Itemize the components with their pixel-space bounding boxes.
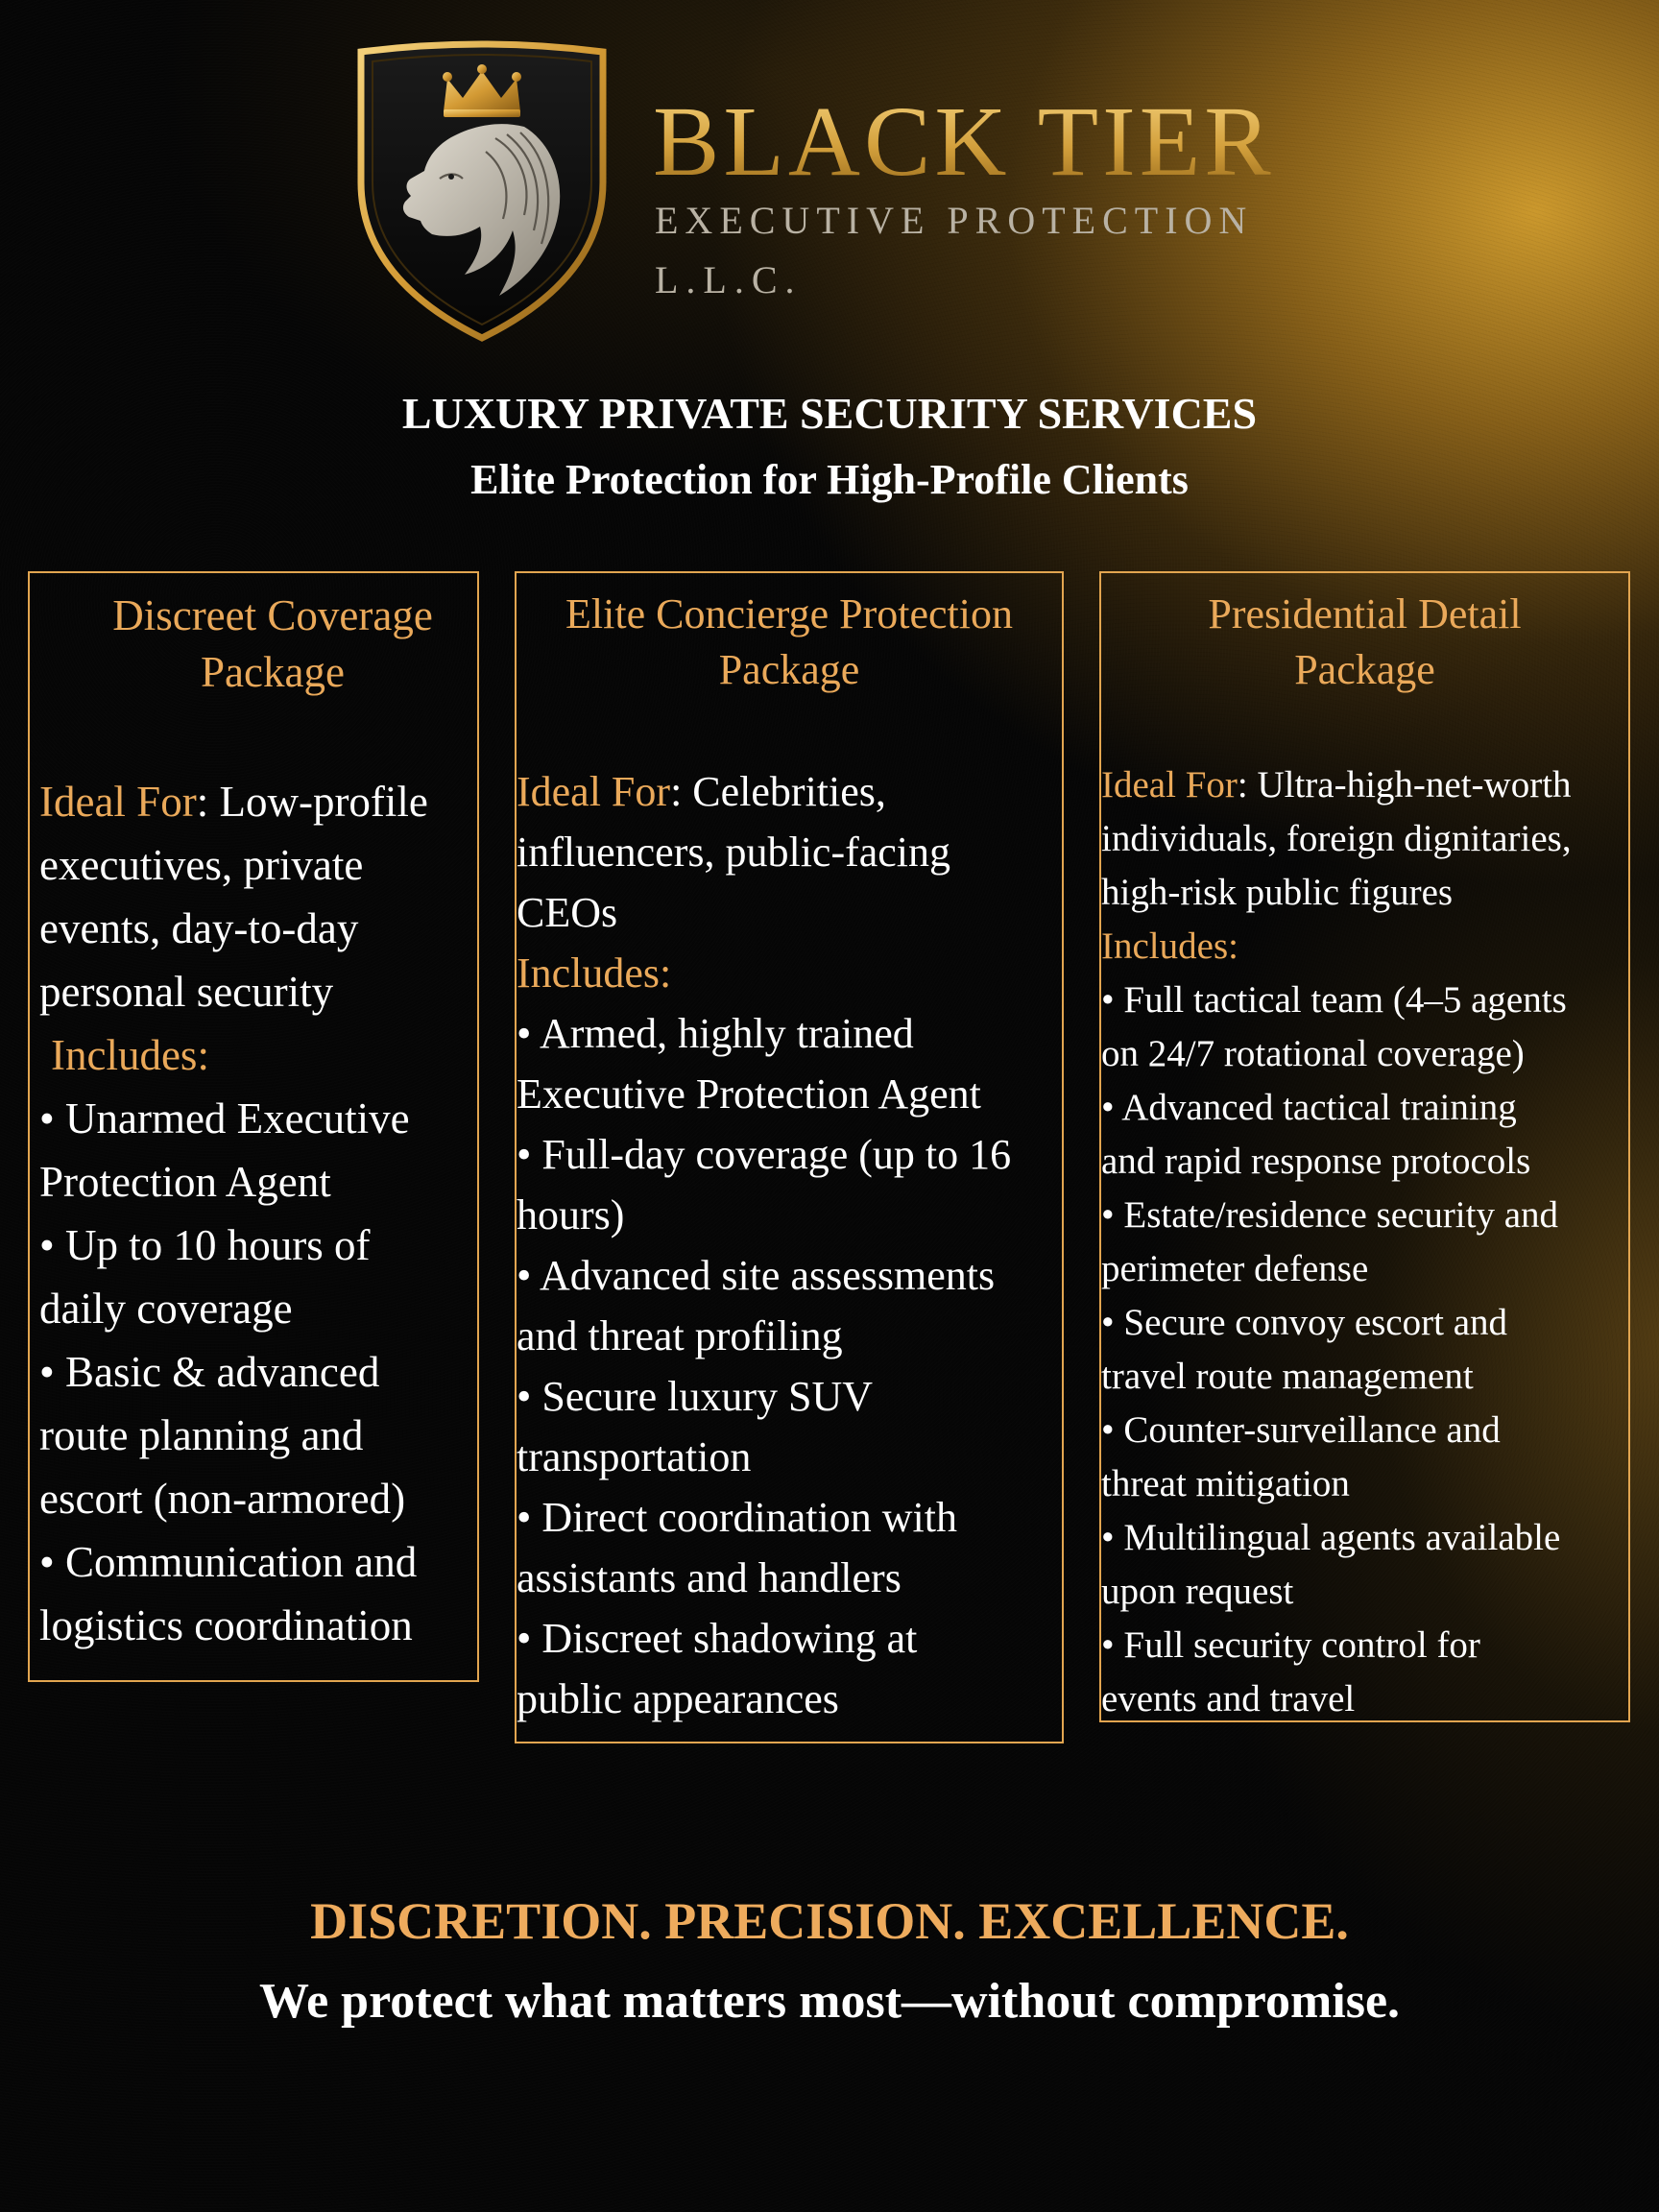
- include-line: • Armed, highly trained: [517, 1010, 914, 1057]
- include-line: daily coverage: [39, 1285, 293, 1333]
- include-line: • Up to 10 hours of: [39, 1221, 371, 1269]
- ideal-for-text: Low-profile: [219, 778, 428, 826]
- include-line: logistics coordination: [39, 1601, 413, 1649]
- ideal-for-text: individuals, foreign dignitaries,: [1101, 818, 1572, 859]
- ideal-for-text: personal security: [39, 968, 334, 1016]
- package-card-presidential-detail: [1099, 571, 1630, 1722]
- include-line: • Communication and: [39, 1538, 418, 1586]
- include-line: upon request: [1101, 1571, 1294, 1612]
- include-line: perimeter defense: [1101, 1248, 1369, 1289]
- include-line: transportation: [517, 1433, 752, 1480]
- page-subheadline: Elite Protection for High-Profile Clients: [470, 456, 1189, 503]
- include-line: • Advanced site assessments: [517, 1252, 996, 1299]
- package-title: [1101, 587, 1628, 698]
- package-title-line: Package: [201, 648, 345, 697]
- include-line: route planning and: [39, 1411, 364, 1459]
- ideal-for-text: high-risk public figures: [1101, 872, 1454, 913]
- ideal-for-text: events, day-to-day: [39, 904, 359, 952]
- package-details: [517, 761, 1062, 1729]
- package-title-line: Package: [1294, 646, 1435, 694]
- package-title-line: Presidential Detail: [1208, 590, 1522, 637]
- includes-label: Includes:: [1101, 926, 1238, 967]
- include-line: and rapid response protocols: [1101, 1141, 1531, 1182]
- ideal-for-text: Ultra-high-net-worth: [1257, 764, 1572, 805]
- package-title-line: Discreet Coverage: [112, 591, 433, 639]
- include-line: and threat profiling: [517, 1312, 843, 1359]
- package-card-elite-concierge: [515, 571, 1064, 1743]
- include-line: assistants and handlers: [517, 1554, 902, 1601]
- include-line: Protection Agent: [39, 1158, 331, 1206]
- include-line: • Discreet shadowing at: [517, 1615, 918, 1662]
- include-line: • Secure luxury SUV: [517, 1373, 874, 1420]
- include-line: hours): [517, 1191, 625, 1238]
- package-details: [30, 770, 477, 1657]
- ideal-for-line: Ideal For: Ultra-high-net-worth: [1101, 764, 1572, 805]
- lion-crown-shield-icon: [351, 38, 613, 346]
- include-line: • Counter-surveillance and: [1101, 1409, 1501, 1451]
- ideal-for-text: influencers, public-facing: [517, 829, 951, 876]
- include-line: threat mitigation: [1101, 1463, 1350, 1504]
- ideal-for-text: CEOs: [517, 889, 618, 936]
- package-title: [30, 588, 477, 702]
- include-line: • Direct coordination with: [517, 1494, 957, 1541]
- include-line: • Full security control for: [1101, 1624, 1480, 1666]
- ideal-for-text: executives, private: [39, 841, 364, 889]
- package-title-line: Elite Concierge Protection: [565, 590, 1013, 637]
- include-line: events and travel: [1101, 1678, 1356, 1719]
- brand-subtitle: EXECUTIVE PROTECTION: [655, 199, 1254, 242]
- include-line: Executive Protection Agent: [517, 1070, 981, 1118]
- include-line: • Unarmed Executive: [39, 1094, 410, 1142]
- ideal-for-line: Ideal For: Low-profile: [39, 778, 428, 826]
- ideal-for-label: Ideal For: [1101, 764, 1238, 805]
- brand-name: BLACK TIER: [653, 86, 1275, 197]
- ideal-for-line: Ideal For: Celebrities,: [517, 768, 886, 815]
- include-line: • Full-day coverage (up to 16: [517, 1131, 1012, 1178]
- includes-label: Includes:: [517, 950, 672, 997]
- package-title: [517, 587, 1062, 698]
- include-line: public appearances: [517, 1675, 839, 1722]
- package-card-discreet-coverage: [28, 571, 479, 1682]
- includes-label: Includes:: [51, 1031, 209, 1079]
- brand-suffix: L.L.C.: [655, 258, 803, 301]
- package-title-line: Package: [718, 646, 860, 694]
- include-line: • Multilingual agents available: [1101, 1517, 1561, 1558]
- include-line: • Estate/residence security and: [1101, 1194, 1559, 1236]
- include-line: • Full tactical team (4–5 agents: [1101, 979, 1567, 1021]
- ideal-for-text: Celebrities,: [692, 768, 886, 815]
- include-line: • Secure convoy escort and: [1101, 1302, 1508, 1343]
- include-line: on 24/7 rotational coverage): [1101, 1033, 1525, 1074]
- include-line: • Advanced tactical training: [1101, 1087, 1517, 1128]
- page-headline: LUXURY PRIVATE SECURITY SERVICES: [401, 389, 1258, 438]
- include-line: travel route management: [1101, 1356, 1474, 1397]
- include-line: escort (non-armored): [39, 1475, 406, 1523]
- footer-tagline: DISCRETION. PRECISION. EXCELLENCE.: [310, 1892, 1349, 1950]
- ideal-for-label: Ideal For: [39, 778, 197, 826]
- package-details: [1101, 758, 1628, 1726]
- footer-statement: We protect what matters most—without compromise.: [258, 1974, 1401, 2029]
- ideal-for-label: Ideal For: [517, 768, 671, 815]
- include-line: • Basic & advanced: [39, 1348, 380, 1396]
